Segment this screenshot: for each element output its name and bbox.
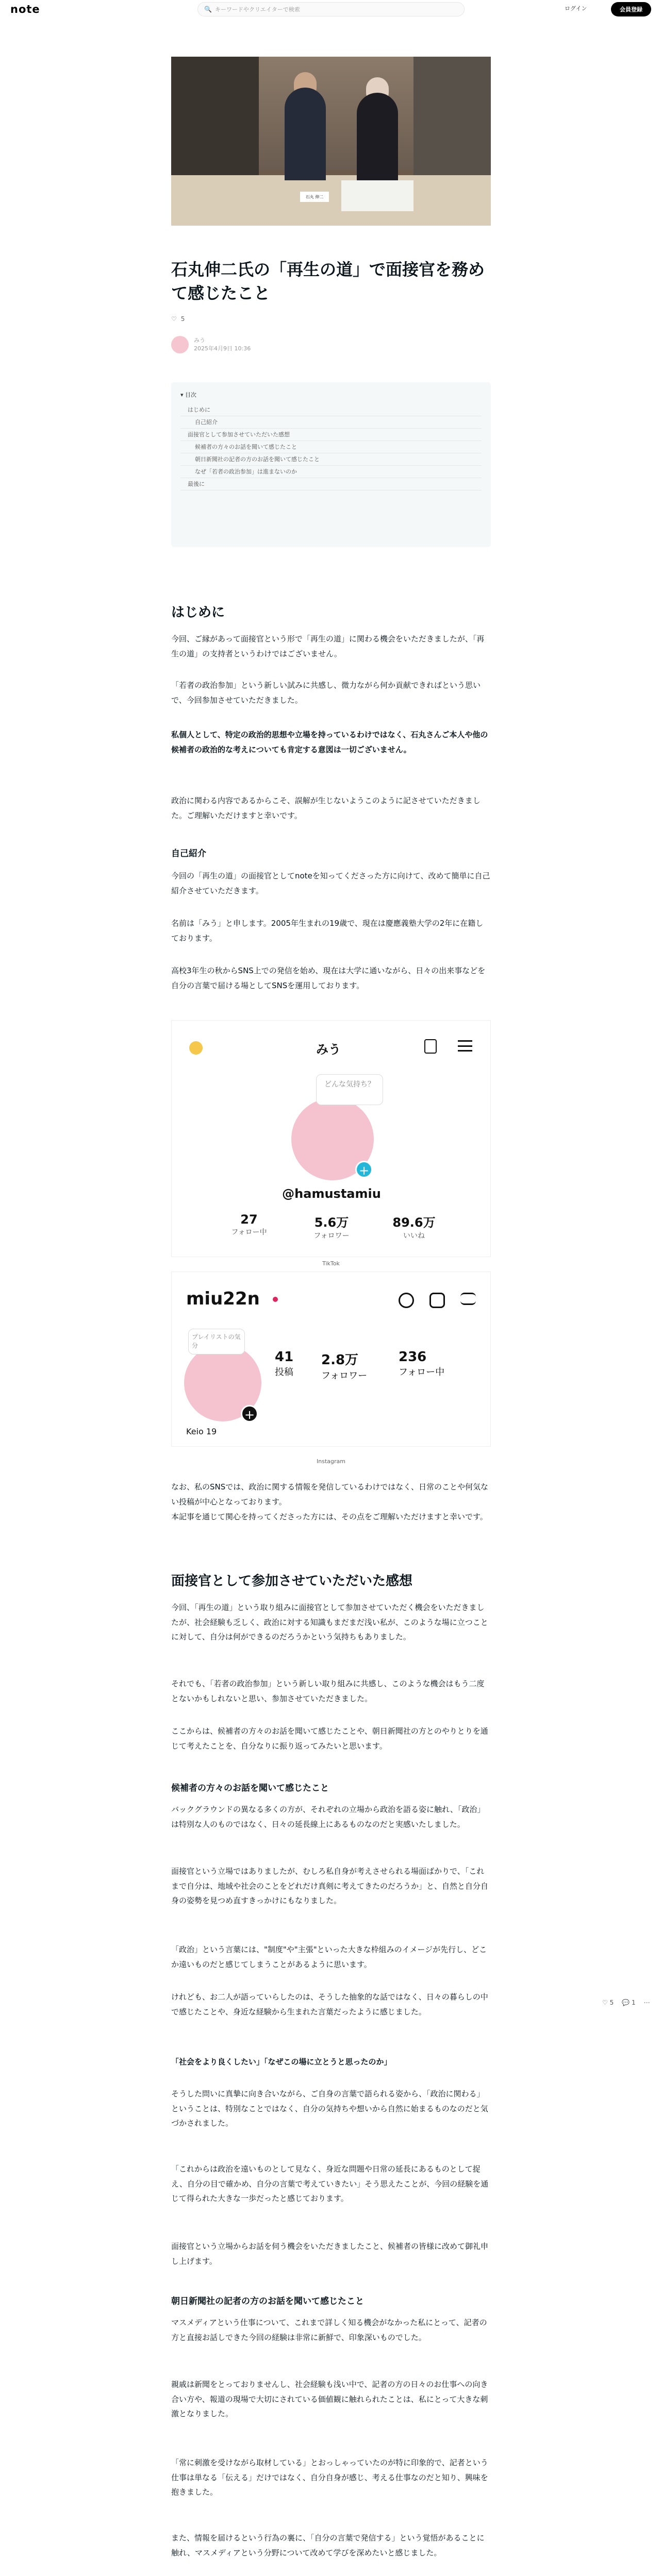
coin-icon bbox=[189, 1041, 203, 1055]
toc-item[interactable]: 朝日新聞社の記者の方のお話を聞いて感じたこと bbox=[180, 453, 482, 466]
heading-intro: はじめに bbox=[171, 605, 225, 620]
candidates-paragraph-5: そうした問いに真摯に向き合いながら、ご自身の言葉で語られる姿から、「政治に関わる」ということは、特別なことではなく、自分の気持ちや想いから自然に始まるものなのだと気づかされました。 bbox=[171, 2089, 488, 2128]
plus-icon: + bbox=[355, 1161, 373, 1178]
instagram-stat-posts: 41 投稿 bbox=[275, 1349, 294, 1378]
login-link[interactable]: ログイン bbox=[565, 5, 587, 12]
asahi-paragraph-4: また、情報を届けるという行為の裏に、「自分の言葉で発信する」という覚悟があることに触れ、マスメディアという分野について改めて学びを深めたいと感じました。 bbox=[171, 2533, 485, 2557]
self-paragraph-2: 名前は「みう」と申します。2005年生まれの19歳で、現在は慶應義塾大学の2年に在籍しております。 bbox=[171, 919, 484, 943]
tiktok-stat-likes: 89.6万 いいね bbox=[392, 1215, 436, 1240]
heart-icon[interactable]: ♡ bbox=[171, 315, 177, 323]
impression-paragraph-3: ここからは、候補者の方々のお話を聞いて感じたことや、朝日新聞社の方とのやりとりを通じて考えたことを、自分なりに振り返ってみたいと思います。 bbox=[171, 1726, 488, 1751]
toc-heading[interactable]: ▾ 目次 bbox=[180, 392, 197, 398]
tiktok-username: みう bbox=[316, 1042, 341, 1057]
tiktok-handle: @hamustamiu bbox=[282, 1187, 381, 1201]
heading-asahi: 朝日新聞社の記者の方のお話を聞いて感じたこと bbox=[171, 2296, 364, 2307]
like-count: 5 bbox=[180, 315, 185, 323]
intro-paragraph-3: 私個人として、特定の政治的思想や立場を持っているわけではなく、石丸さんご本人や他の候補者の政治的な考えについても肯定する意図は一切ございません。 bbox=[171, 730, 488, 754]
add-post-icon bbox=[429, 1293, 445, 1308]
instagram-caption: Instagram bbox=[317, 1458, 345, 1465]
article-title: 石丸伸二氏の「再生の道」で面接官を務めて感じたこと bbox=[171, 260, 485, 303]
heading-candidates: 候補者の方々のお話を聞いて感じたこと bbox=[171, 1783, 329, 1793]
candidates-paragraph-2: 面接官という立場ではありましたが、むしろ私自身が考えさせられる場面ばかりで、「これまで自分は、地域や社会のことをどれだけ真剣に考えてきたのだろうか」と、自然と自分自身の姿勢を見つめ直すきっかけにもなりました。 bbox=[171, 1867, 489, 1905]
tiktok-stat-followers: 5.6万 フォロワー bbox=[313, 1215, 350, 1240]
plus-icon: + bbox=[241, 1405, 258, 1422]
toc-item[interactable]: 最後に bbox=[180, 478, 482, 490]
search-bar[interactable] bbox=[197, 2, 465, 16]
instagram-note-bubble: プレイリストの気分 bbox=[188, 1329, 245, 1354]
instagram-stat-followers: 2.8万 フォロワー bbox=[321, 1352, 368, 1381]
search-placeholder: キーワードやクリエイターで検索 bbox=[214, 6, 300, 13]
self-paragraph-3: 高校3年生の秋からSNS上での発信を始め、現在は大学に通いながら、日々の出来事などを自分の言葉で届ける場としてSNSを運用しております。 bbox=[171, 966, 486, 990]
signup-button[interactable]: 会員登録 bbox=[611, 2, 651, 16]
threads-icon bbox=[399, 1293, 414, 1308]
instagram-bio: Keio 19 bbox=[186, 1427, 217, 1436]
tiktok-stat-following: 27 フォロー中 bbox=[231, 1212, 267, 1236]
impression-paragraph-1: 今回、「再生の道」という取り組みに面接官として参加させていただく機会をいただきましたが、社会経験も乏しく、政治に対する知識もまだまだ浅い私が、このような場に立つことに対して、自分は何ができるのだろうかという気持ちもありました。 bbox=[171, 1603, 488, 1641]
self-paragraph-1: 今回の「再生の道」の面接官としてnoteを知ってくださった方に向けて、改めて簡単に自己紹介させていただきます。 bbox=[171, 871, 490, 895]
floating-actions bbox=[602, 1999, 650, 2006]
heading-impression: 面接官として参加させていただいた感想 bbox=[171, 1573, 413, 1589]
table-of-contents bbox=[171, 382, 491, 547]
menu-icon bbox=[460, 1293, 476, 1305]
hero-image bbox=[171, 57, 491, 226]
intro-paragraph-1: 今回、ご縁があって面接官という形で「再生の道」に関わる機会をいただきましたが、「再生の道」の支持者というわけではございません。 bbox=[171, 634, 485, 658]
toc-item[interactable]: はじめに bbox=[180, 404, 482, 416]
candidates-paragraph-1: バックグラウンドの異なる多くの方が、それぞれの立場から政治を語る姿に触れ、「政治」は特別な人のものではなく、日々の延長線上にあるものなのだと実感いたしました。 bbox=[171, 1805, 485, 1829]
toc-item[interactable]: 面接官として参加させていただいた感想 bbox=[180, 429, 482, 441]
floating-like[interactable]: ♡ 5 bbox=[602, 1999, 614, 2006]
global-header bbox=[0, 0, 662, 19]
candidates-quote: 「社会をより良くしたい」「なぜこの場に立とうと思ったのか」 bbox=[171, 2057, 392, 2066]
asahi-paragraph-1: マスメディアという仕事について、これまで詳しく知る機会がなかった私にとって、記者の方と直接お話しできた今回の経験は非常に新鮮で、印象深いものでした。 bbox=[171, 2318, 487, 2342]
intro-paragraph-2: 「若者の政治参加」という新しい試みに共感し、微力ながら何か貢献できればという思いで、今回参加させていただきました。 bbox=[171, 681, 481, 705]
menu-icon bbox=[458, 1040, 472, 1052]
instagram-profile-screenshot bbox=[171, 1272, 491, 1447]
toc-item[interactable]: 自己紹介 bbox=[180, 416, 482, 429]
impression-paragraph-2: それでも、「若者の政治参加」という新しい取り組みに共感し、このような機会はもう二度とないかもしれないと思い、参加させていただきました。 bbox=[171, 1679, 485, 1703]
candidates-paragraph-3: 「政治」という言葉には、"制度"や"主張"といった大きな枠組みのイメージが先行し、どこか遠いものだと感じてしまうことがあるように思います。 bbox=[171, 1945, 487, 1969]
floating-comment[interactable]: 💬 1 bbox=[622, 1999, 636, 2006]
calendar-icon bbox=[424, 1039, 437, 1054]
comment-icon: 💬 bbox=[622, 1999, 630, 2006]
candidates-paragraph-4: けれども、お二人が語っていらしたのは、そうした抽象的な話ではなく、日々の暮らしの中で感じたことや、身近な経験から生まれた言葉だったように感じました。 bbox=[171, 1992, 488, 2016]
name-card: 石丸 伸二 bbox=[300, 192, 329, 202]
candidates-paragraph-6: 「これからは政治を遠いものとして見なく、身近な問題や日常の延長にあるものとして捉え、自分の目で確かめ、自分の言葉で考えていきたい」そう思えたことが、今回の経験を通じて得られた大きな一歩だったと感じております。 bbox=[171, 2164, 489, 2203]
publish-date: 2025年4月9日 10:36 bbox=[194, 345, 251, 352]
asahi-paragraph-2: 親戚は新聞をとっておりませんし、社会経験も浅い中で、記者の方の日々のお仕事への向き合い方や、報道の現場で大切にされている価値観に触れられたことは、私にとって大きな刺激となりました。 bbox=[171, 2380, 488, 2418]
author-block[interactable] bbox=[171, 336, 251, 353]
toc-item[interactable]: なぜ「若者の政治参加」は進まないのか bbox=[180, 466, 482, 478]
sns-paragraph-2: 本記事を通じて関心を持ってくださった方には、その点をご理解いただけますと幸いです。 bbox=[171, 1512, 488, 1521]
tiktok-caption: TikTok bbox=[322, 1260, 340, 1267]
like-row bbox=[171, 315, 185, 323]
search-icon: 🔍 bbox=[204, 6, 212, 13]
author-name[interactable]: みう bbox=[194, 336, 205, 344]
heart-icon: ♡ bbox=[602, 1999, 608, 2006]
heading-self-intro: 自己紹介 bbox=[171, 849, 206, 859]
sns-paragraph-1: なお、私のSNSでは、政治に関する情報を発信しているわけではなく、日常のことや何気ない投稿が中心となっております。 bbox=[171, 1482, 488, 1506]
instagram-username: miu22n bbox=[186, 1289, 260, 1309]
toc-item[interactable]: 候補者の方々のお話を聞いて感じたこと bbox=[180, 441, 482, 453]
intro-paragraph-4: 政治に関わる内容であるからこそ、誤解が生じないようこのように記させていただきました。ご理解いただけますと幸いです。 bbox=[171, 796, 481, 820]
candidates-paragraph-7: 面接官という立場からお話を伺う機会をいただきましたこと、候補者の皆様に改めて御礼申し上げます。 bbox=[171, 2242, 489, 2266]
tiktok-status-bubble: どんな気持ち？ bbox=[316, 1074, 383, 1105]
more-icon[interactable]: ⋯ bbox=[643, 1999, 650, 2006]
asahi-paragraph-3: 「常に刺激を受けながら取材している」とおっしゃっていたのが特に印象的で、記者という仕事は単なる「伝える」だけではなく、自分自身が感じ、考える仕事なのだと知り、興味を抱きました。 bbox=[171, 2458, 488, 2497]
instagram-stat-following: 236 フォロー中 bbox=[399, 1349, 445, 1378]
tiktok-profile-screenshot bbox=[171, 1020, 491, 1257]
note-logo[interactable]: note bbox=[10, 3, 40, 15]
avatar[interactable] bbox=[171, 336, 189, 353]
notification-dot bbox=[273, 1297, 278, 1302]
